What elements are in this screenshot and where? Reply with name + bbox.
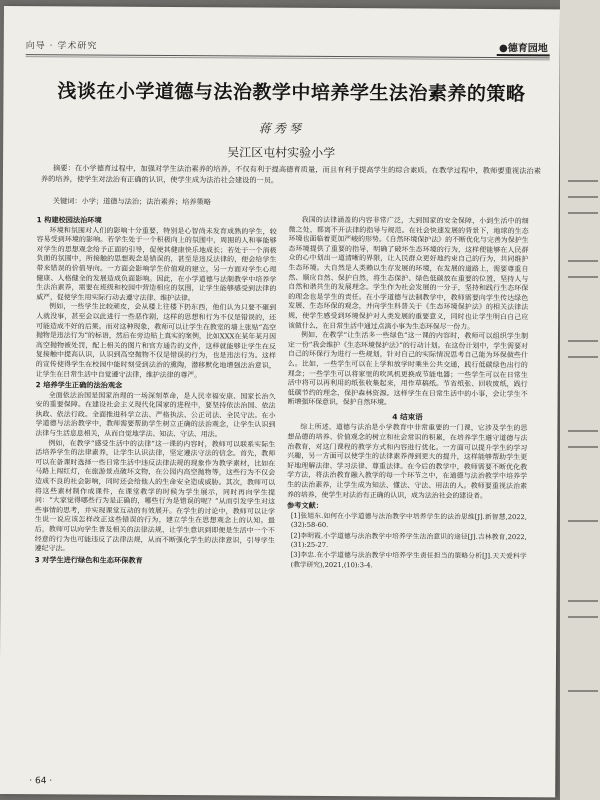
section-3-heading: 3 对学生进行绿色和生态环保教育 — [34, 554, 143, 565]
running-header — [26, 36, 550, 55]
adjacent-text-line — [568, 276, 598, 278]
section-1-paragraph-2: 例如，一些学生比较顽皮，会从楼上往楼下扔东西，他们认为只要不砸到人就没事，甚至会以此进行一些恶作剧，这样的思想和行为不仅是错误的，还可能造成不好的后果。而对这种现象，教师可以让学生在教室的墙上张贴“高空抛物是违法行为”的标语，然后在旁边贴上真实的案例，比如XXX在某年某月因高空抛物被处罚，配上相关的图片和官方通告的文件，这样就能够让学生在反复接触中提高认识，认识到高空抛物不仅是错误的行为，也是违法行为。这样的宣传使得学生在校园中能时刻受到法治的熏陶，潜移默化地增强法治意识，让学生在日常生活中自觉遵守法律，维护法律的尊严。 — [35, 302, 277, 379]
section-2-paragraph-2: 例如，在教学“感受生活中的法律”这一课的内容时，教师可以联系实际生活培养学生的法律素养，让学生认识法律，坚定遵法守法的信念。首先，教师可以在备课时选择一些日常生活中违反法律法规的现象作为教学素材，比如在马路上闯红灯，在旅游景点破坏文物，在公园内高空抛物等，这些行为不仅会造成不良的社会影响，同时还会给他人的生命安全造成威胁。其次，教师可以将这些素材制作成课件，在课堂教学的时候为学生展示，同时再向学生提问：“大家觉得哪些行为是正确的，哪些行为是错误的呢？”从而引发学生对这些事情的思考，并实现课堂互动的有效展开。在学生的讨论中，教师可以让学生说一说应该怎样改正这些错误的行为，建立学生在思想观念上的认知。最后，教师可以向学生普及相关的法律法规，让学生意识到即便是生活中一个不经意的行为也可能违反了法律法规，从而不断强化学生的法律意识，引导学生遵纪守法。 — [34, 438, 276, 553]
adjacent-text-line — [568, 356, 598, 358]
header-rule — [26, 54, 550, 60]
keywords: 关键词：小学；道德与法治；法治素养；培养策略 — [52, 196, 211, 207]
adjacent-text-line — [568, 340, 598, 342]
section-1-heading: 1 构建校园法治环境 — [36, 215, 102, 225]
adjacent-text-line — [568, 212, 598, 214]
references-heading: 参考文献： — [286, 500, 323, 511]
adjacent-text-line — [568, 260, 598, 262]
adjacent-text-line — [568, 430, 598, 432]
adjacent-text-line — [568, 690, 598, 692]
section-2-heading: 2 培养学生正确的法治观念 — [35, 380, 123, 390]
section-1-paragraph-1: 环境和氛围对人们的影响十分重要，特别是心智尚未发育成熟的学生，较容易受到环境的影响。若学生处于一个积极向上的氛围中，周围的人和事能够对学生的思想观念给予正面的引导，促使其健康快乐地成长；若处于一个消极负面的氛围中，所接触的思想观念是错误的，甚至是违反法律的，便会给学生带来错误的价值导向。一方面会影响学生价值观的建立，另一方面对学生心理健康、人格健全的发展造成负面影响。因此，在小学道德与法制教学中培养学生法治素养，需要在班级和校园中营造相应的氛围，让学生能够感受到法律的威严，促使学生用实际行动去遵守法律、维护法律。 — [36, 225, 277, 302]
section-4-paragraph-1: 综上所述，道德与法治是小学教育中非常重要的一门课，它涉及学生的思想品德的培养、价值观念的树立和社会常识的积累，在培养学生遵守道德与法治教育，对这门课程的教学方式和内容进行优化。一方面可以提升学生的学习兴趣，另一方面可以使学生的法律素养得到更大的提升，这样能够帮助学生更好地理解法律、学习法律、尊重法律。在今后的教学中，教师需要不断优化教学方法，将法治教育融入教学的每一个环节之中，在道德与法治教学中培养学生的法治素养，让学生成为知法、懂法、守法、用法的人。教师要重视法治素养的培养，使学生对法治有正确的认识，成为法治社会的建设者。 — [286, 423, 528, 500]
section-3-paragraph-1: 我国的法律涵盖的内容非常广泛，大到国家的安全保障，小到生活中的细微之处，都离不开法律的指导与规范。在社会快速发展的背景下，地球的生态环境也面临着更加严峻的形势。《自然环境保护法》的不断优化与完善为保护生态环境提供了重要的指导，明确了破坏生态环境的行为，这样便能够在人民群众的心中划出一道清晰的界限，让人民群众更好地约束自己的行为，共同维护生态环境。大自然是人类赖以生存发展的环境，在发展的道路上，需要尊重自然、顺应自然、保护自然，将生态保护、绿色低碳放在重要的位置，坚持人与自然和谐共生的发展理念。学生作为社会发展的一分子，坚持和践行生态环保的理念也是学生的责任。在小学道德与法制教学中，教师需要向学生传达绿色发展、生态环保的观念，并向学生科普关于《生态环境保护法》的相关法律法规，使学生感受到环境保护对人类发展的重要意义，同时也让学生明白自己应该做什么，在日常生活中通过点滴小事为生态环保尽一份力。 — [288, 215, 529, 331]
reference-item: [2]李明霞.小学道德与法治教学中培养学生法治意识的途径[J].吉林教育,2022,(31):25-27. — [290, 531, 527, 550]
reference-item: [3]李忠.在小学道德与法治教学中培养学生责任担当的策略分析[J].天天爱科学(教学研究),2021,(10):3-4. — [290, 551, 527, 570]
adjacent-text-line — [568, 446, 598, 448]
author-name: 蒋秀琴 — [258, 121, 304, 136]
article-title: 浅谈在小学道德与法治教学中培养学生法治素养的策略 — [57, 80, 526, 106]
section-2-paragraph-1: 全面依法治国是国家治理的一场深刻革命，是人民幸福安康、国家长治久安的重要保障。在建设社会主义现代化国家的进程中，要坚持依法治国、依法执政、依法行政。全面推进科学立法、严格执法、公正司法、全民守法。在小学道德与法治教学中，教师需要帮助学生树立正确的法治观念，让学生认识到法律与生活息息相关，从而自觉地学法、知法、守法、用法。 — [35, 390, 276, 439]
author-affiliation: 吴江区屯村实验小学 — [227, 145, 336, 161]
column-label: ●德育园地 — [497, 39, 550, 56]
adjacent-page-edge — [560, 0, 600, 800]
journal-page — [0, 6, 560, 797]
adjacent-text-line — [568, 180, 598, 182]
abstract: 摘要：在小学德育过程中，加强对学生法治素养的培养，不仅有利于提高德育质量，而且有利于提高学生的综合素质。在教学过程中，教师要重视法治素养的培养，使学生对法治有正确的认识，使学生成为法治社会建设的一员。 — [40, 163, 542, 185]
section-4-heading: 4 结束语 — [392, 412, 423, 422]
adjacent-text-line — [568, 520, 598, 522]
right-column — [287, 216, 529, 573]
left-column — [35, 214, 277, 567]
adjacent-text-line — [568, 600, 598, 602]
section-3-paragraph-2: 例如，在教学“让生活多一些绿色”这一课的内容时，教师可以组织学生制定一份“我会维护《生态环境保护法》”的行动计划。在这份计划中，学生需要对自己的环保行为进行一些规划，针对自己的实际情况思考自己能为环保做些什么。比如，一些学生可以在上学和放学时乘坐公共交通，践行低碳绿色出行的理念；一些学生可以将家里的吹风机更换成节能电器；一些学生可以在日常生活中将可以再利用的纸张收集起来，用作草稿纸。节省纸张、回收废纸，践行低碳节约的理念，保护森林资源。这样学生在日常生活中的小事，会让学生不断增强环保意识，保护自然环境。 — [287, 330, 529, 407]
adjacent-text-line — [568, 196, 598, 198]
journal-name: 向导 · 学术研究 — [25, 41, 98, 52]
adjacent-text-line — [568, 616, 598, 618]
reference-item: [1]张旭东.如何在小学道德与法治教学中培养学生的法治思维[J].新智慧,2022,(32):58-60. — [290, 511, 527, 530]
page-number: · 64 · — [29, 776, 53, 787]
